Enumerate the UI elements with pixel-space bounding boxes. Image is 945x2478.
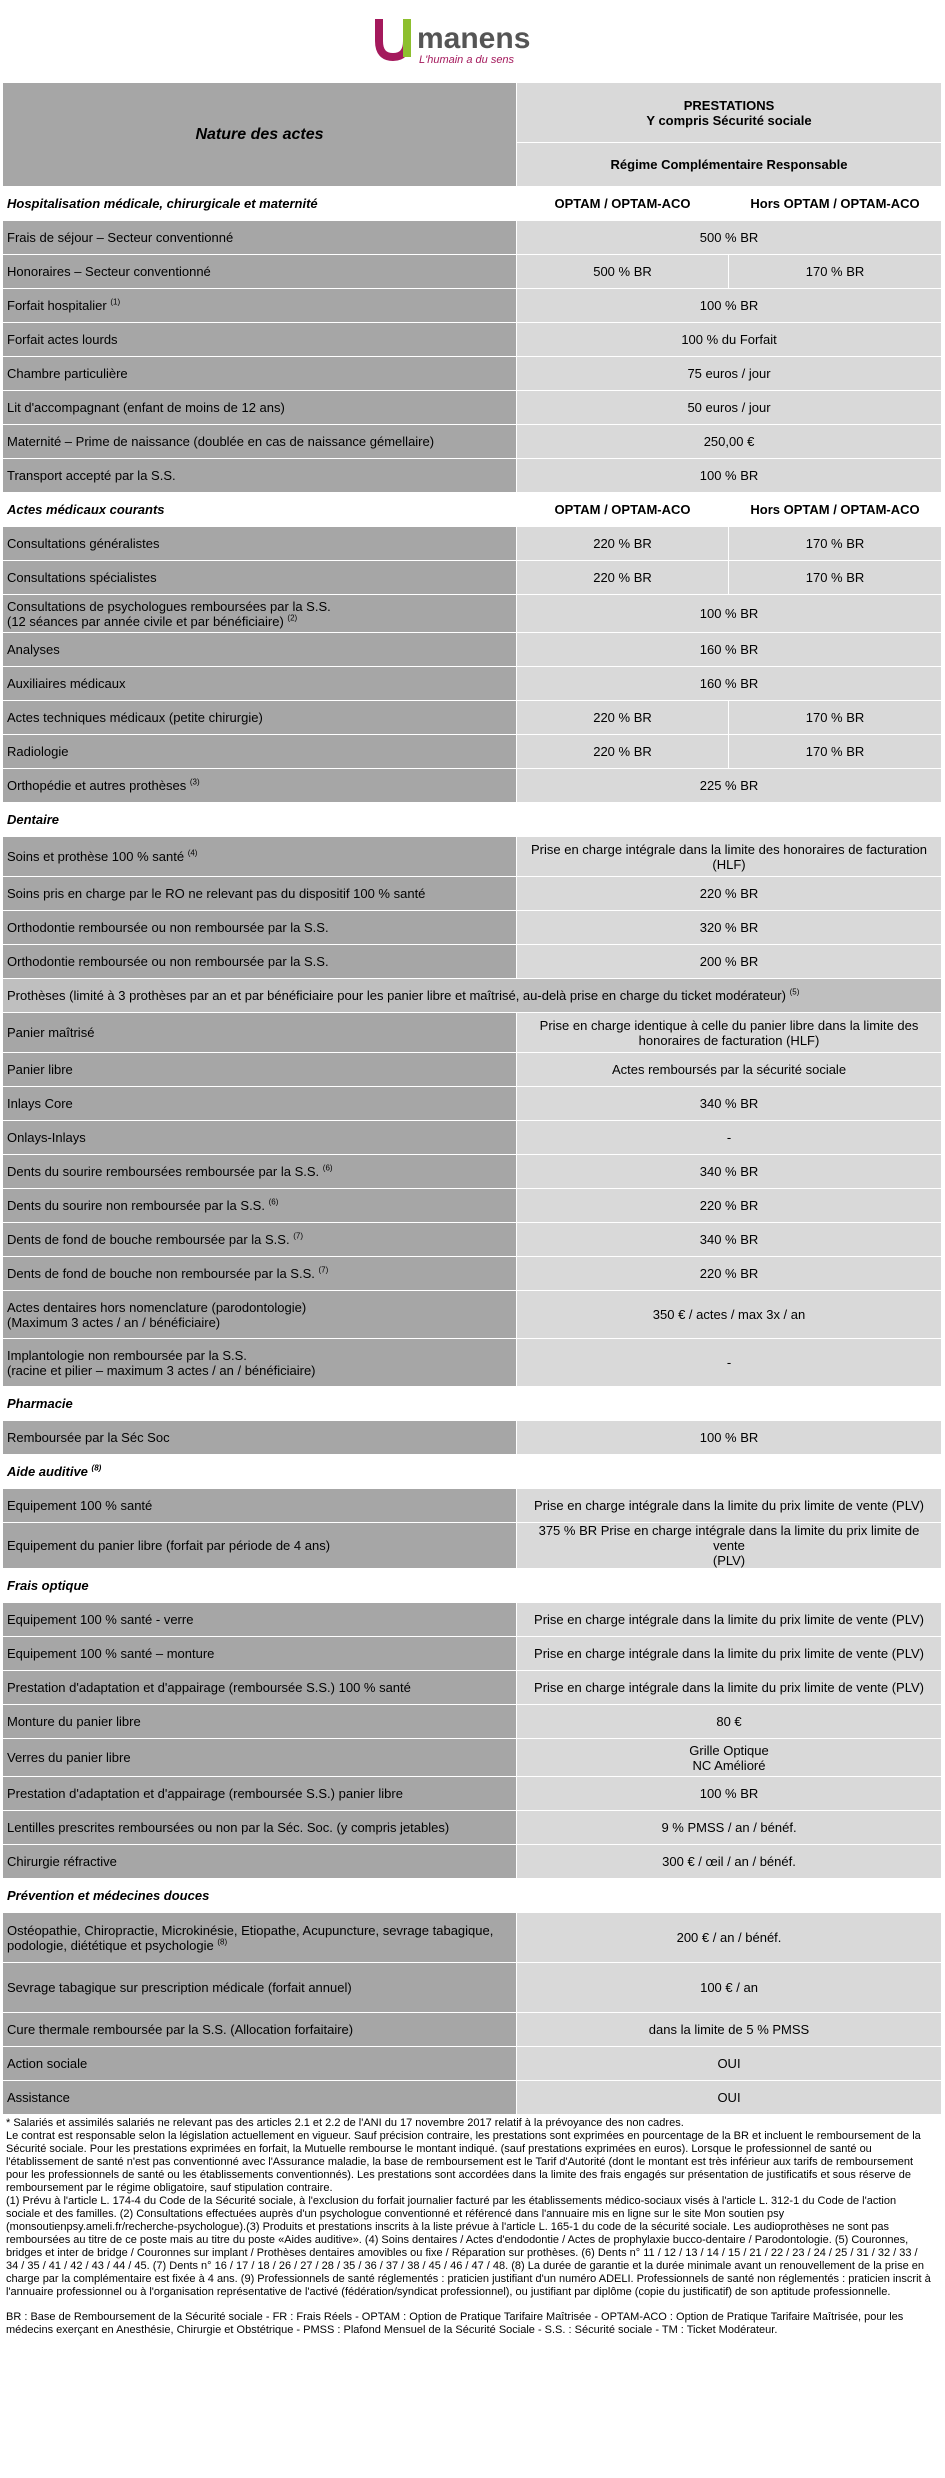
table-row: Analyses 160 % BR: [3, 633, 942, 667]
footnote: * Salariés et assimilés salariés ne relevant pas des articles 2.1 et 2.2 de l'ANI du 17 novembre 2017 relatif à la prévoyance des non cadres.: [6, 2117, 684, 2129]
table-row: Equipement 100 % santé - verre Prise en charge intégrale dans la limite du prix limite de vente (PLV): [3, 1603, 942, 1637]
column-hors-optam: Hors OPTAM / OPTAM-ACO: [729, 187, 942, 221]
table-row: Equipement 100 % santé Prise en charge intégrale dans la limite du prix limite de vente (PLV): [3, 1489, 942, 1523]
table-row: Equipement du panier libre (forfait par période de 4 ans) 375 % BR Prise en charge intégrale dans la limite du prix limite de vente (PLV): [3, 1523, 942, 1569]
table-row: Consultations généralistes 220 % BR 170 % BR: [3, 527, 942, 561]
table-row: Consultations de psychologues remboursées par la S.S. (12 séances par année civile et par bénéficiaire) $^{(2)}$ 100 % BR: [3, 595, 942, 633]
section-dentaire: [3, 803, 942, 837]
section-actes-medicaux: [3, 493, 942, 527]
table-row: Soins et prothèse 100 % santé $^{(4)}$ Prise en charge intégrale dans la limite des honoraires de facturation (HLF): [3, 837, 942, 877]
table-row: Chambre particulière 75 euros / jour: [3, 357, 942, 391]
brand-tagline: L'humain a du sens: [418, 54, 514, 66]
table-row: Honoraires – Secteur conventionné 500 % BR 170 % BR: [3, 255, 942, 289]
column-hors-optam: Hors OPTAM / OPTAM-ACO: [729, 493, 942, 527]
column-optam: OPTAM / OPTAM-ACO: [517, 187, 729, 221]
table-row: Onlays-Inlays -: [3, 1121, 942, 1155]
header-nature: Nature des actes: [3, 83, 517, 187]
section-title: Aide auditive $^{(8)}$: [3, 1455, 942, 1489]
table-row: Orthopédie et autres prothèses $^{(3)}$ 225 % BR: [3, 769, 942, 803]
section-pharmacie: [3, 1387, 942, 1421]
table-row: Panier libre Actes remboursés par la sécurité sociale: [3, 1053, 942, 1087]
table-row: Assistance OUI: [3, 2081, 942, 2115]
table-row: Chirurgie réfractive 300 € / œil / an / bénéf.: [3, 1845, 942, 1879]
table-row: Action sociale OUI: [3, 2047, 942, 2081]
section-title: Hospitalisation médicale, chirurgicale et maternité: [3, 187, 517, 221]
protheses-row: Prothèses (limité à 3 prothèses par an et par bénéficiaire pour les panier libre et maîtrisé, au-delà prise en charge du ticket modérateur) $^{(5)}$: [3, 979, 942, 1013]
table-row: Monture du panier libre 80 €: [3, 1705, 942, 1739]
header-regime: Régime Complémentaire Responsable: [517, 143, 942, 187]
section-title: Prévention et médecines douces: [3, 1879, 942, 1913]
section-title: Actes médicaux courants: [3, 493, 517, 527]
section-title: Pharmacie: [3, 1387, 942, 1421]
table-row: Cure thermale remboursée par la S.S. (Allocation forfaitaire) dans la limite de 5 % PMSS: [3, 2013, 942, 2047]
table-row: Maternité – Prime de naissance (doublée en cas de naissance gémellaire) 250,00 €: [3, 425, 942, 459]
table-row: Implantologie non remboursée par la S.S. (racine et pilier – maximum 3 actes / an / bénéficiaire) -: [3, 1339, 942, 1387]
benefits-table: [2, 82, 942, 2115]
table-row: Dents de fond de bouche remboursée par la S.S. $^{(7)}$ 340 % BR: [3, 1223, 942, 1257]
column-optam: OPTAM / OPTAM-ACO: [517, 493, 729, 527]
section-aide-auditive: [3, 1455, 942, 1489]
umanens-logo-icon: [373, 15, 573, 67]
table-row: Forfait hospitalier $^{(1)}$ 100 % BR: [3, 289, 942, 323]
table-row: Lentilles prescrites remboursées ou non par la Séc. Soc. (y compris jetables) 9 % PMSS / an / bénéf.: [3, 1811, 942, 1845]
brand-logo: [0, 0, 945, 82]
table-row: Verres du panier libre Grille Optique NC Amélioré: [3, 1739, 942, 1777]
table-row: Orthodontie remboursée ou non remboursée par la S.S. 320 % BR: [3, 911, 942, 945]
table-row: Soins pris en charge par le RO ne relevant pas du dispositif 100 % santé 220 % BR: [3, 877, 942, 911]
table-row: Equipement 100 % santé – monture Prise en charge intégrale dans la limite du prix limite de vente (PLV): [3, 1637, 942, 1671]
table-row: Prestation d'adaptation et d'appairage (remboursée S.S.) panier libre 100 % BR: [3, 1777, 942, 1811]
section-title: Frais optique: [3, 1569, 942, 1603]
table-row: Forfait actes lourds 100 % du Forfait: [3, 323, 942, 357]
table-row: Panier maîtrisé Prise en charge identique à celle du panier libre dans la limite des honoraires de facturation (HLF): [3, 1013, 942, 1053]
glossary: BR : Base de Remboursement de la Sécurité sociale - FR : Frais Réels - OPTAM : Option de Pratique Tarifaire Maîtrisée - OPTAM-ACO : Option de Pratique Tarifaire Maîtrisée, pour les médecins exerçant en Anesthésie, Chirurgie et Obstétrique - PMSS : Plafond Mensuel de la Sécurité Sociale - S.S. : Sécurité sociale - TM : Ticket Modérateur.: [6, 2311, 904, 2336]
section-hospitalisation: [3, 187, 942, 221]
footnotes: [0, 2115, 937, 2337]
table-row: Consultations spécialistes 220 % BR 170 % BR: [3, 561, 942, 595]
table-row: Inlays Core 340 % BR: [3, 1087, 942, 1121]
table-row: Actes dentaires hors nomenclature (parodontologie) (Maximum 3 actes / an / bénéficiaire) 350 € / actes / max 3x / an: [3, 1291, 942, 1339]
footnote: (1) Prévu à l'article L. 174-4 du Code de la Sécurité sociale, à l'exclusion du forfait journalier facturé par les établissements médico-sociaux visés à l'article L. 312-1 du Code de l'action sociale et des familles. (2) Consultations effectuées auprès d'un psychologue conventionné et référencé dans l'annuaire mis en ligne sur le site Mon soutien psy (monsoutienpsy.ameli.fr/recherche-psychologue).(3) Produits et prestations inscrits à la liste prévue à l'article L. 165-1 du code de la sécurité sociale. Les audioprothèses ne sont pas remboursées au titre de ce poste mais au titre du poste «Aides auditive». (4) Soins dentaires / Actes d'endodontie / Actes de prophylaxie bucco-dentaire / Parodontologie. (5) Couronnes, bridges et inter de bridge / Couronnes sur implant / Prothèses dentaires amovibles ou fixe / Réparation sur prothèses. (6) Dents n° 11 / 12 / 13 / 14 / 15 / 21 / 22 / 23 / 24 / 25 / 31 / 32 / 33 / 34 / 35 / 41 / 42 / 43 / 44 / 45. (7) Dents n° 16 / 17 / 18 / 26 / 27 / 28 / 35 / 36 / 37 / 38 / 45 / 46 / 47 / 48. (8) La durée de garantie et la durée minimale avant un renouvellement de la prise en charge par la complémentaire est fixée à 4 ans. (9) Professionnels de santé réglementés : praticien justifiant d'un numéro ADELI. Professionnels de santé non réglementés : praticien inscrit à l'annuaire professionnel ou à l'organisation représentative de l'activé (fédération/syndicat professionnel), ou justifiant par diplôme (copie du justificatif) de son aptitude professionnelle.: [6, 2195, 931, 2298]
header-row: [3, 83, 942, 143]
section-title: Dentaire: [3, 803, 942, 837]
table-row: Sevrage tabagique sur prescription médicale (forfait annuel) 100 € / an: [3, 1963, 942, 2013]
table-row: Dents du sourire non remboursée par la S.S. $^{(6)}$ 220 % BR: [3, 1189, 942, 1223]
section-frais-optique: [3, 1569, 942, 1603]
table-row: Ostéopathie, Chiropractie, Microkinésie, Etiopathe, Acupuncture, sevrage tabagique, podologie, diététique et psychologie $^{(8)}$ 200 € / an / bénéf.: [3, 1913, 942, 1963]
table-row: Frais de séjour – Secteur conventionné 500 % BR: [3, 221, 942, 255]
header-prestations: PRESTATIONS Y compris Sécurité sociale: [517, 83, 942, 143]
table-row: Dents du sourire remboursées remboursée par la S.S. $^{(6)}$ 340 % BR: [3, 1155, 942, 1189]
table-row: Auxiliaires médicaux 160 % BR: [3, 667, 942, 701]
footnote: Le contrat est responsable selon la législation actuellement en vigueur. Sauf précision contraire, les prestations sont exprimées en pourcentage de la BR et incluent le remboursement de la Sécurité sociale. Pour les prestations exprimées en forfait, la Mutuelle rembourse le montant indiqué. (sauf prestations exprimées en euros). Lorsque le professionnel de santé ou l'établissement de santé n'est pas conventionné avec l'Assurance maladie, la base de remboursement est le Tarif d'Autorité (dont le montant est très inférieur aux tarifs de remboursement pour les professionnels de santé ou les établissements conventionnés). Les prestations sont accordées dans la limite des frais engagés sur présentation de justificatifs et sous réserve de remboursement par le régime obligatoire, sauf stipulation contraire.: [6, 2130, 921, 2194]
table-row: Transport accepté par la S.S. 100 % BR: [3, 459, 942, 493]
table-row: Remboursée par la Séc Soc 100 % BR: [3, 1421, 942, 1455]
section-prevention: [3, 1879, 942, 1913]
table-row: Dents de fond de bouche non remboursée par la S.S. $^{(7)}$ 220 % BR: [3, 1257, 942, 1291]
brand-name: manens: [416, 22, 530, 55]
table-row: Lit d'accompagnant (enfant de moins de 12 ans) 50 euros / jour: [3, 391, 942, 425]
table-row: Actes techniques médicaux (petite chirurgie) 220 % BR 170 % BR: [3, 701, 942, 735]
table-row: Orthodontie remboursée ou non remboursée par la S.S. 200 % BR: [3, 945, 942, 979]
table-row: Prestation d'adaptation et d'appairage (remboursée S.S.) 100 % santé Prise en charge intégrale dans la limite du prix limite de vente (PLV): [3, 1671, 942, 1705]
table-row: Radiologie 220 % BR 170 % BR: [3, 735, 942, 769]
